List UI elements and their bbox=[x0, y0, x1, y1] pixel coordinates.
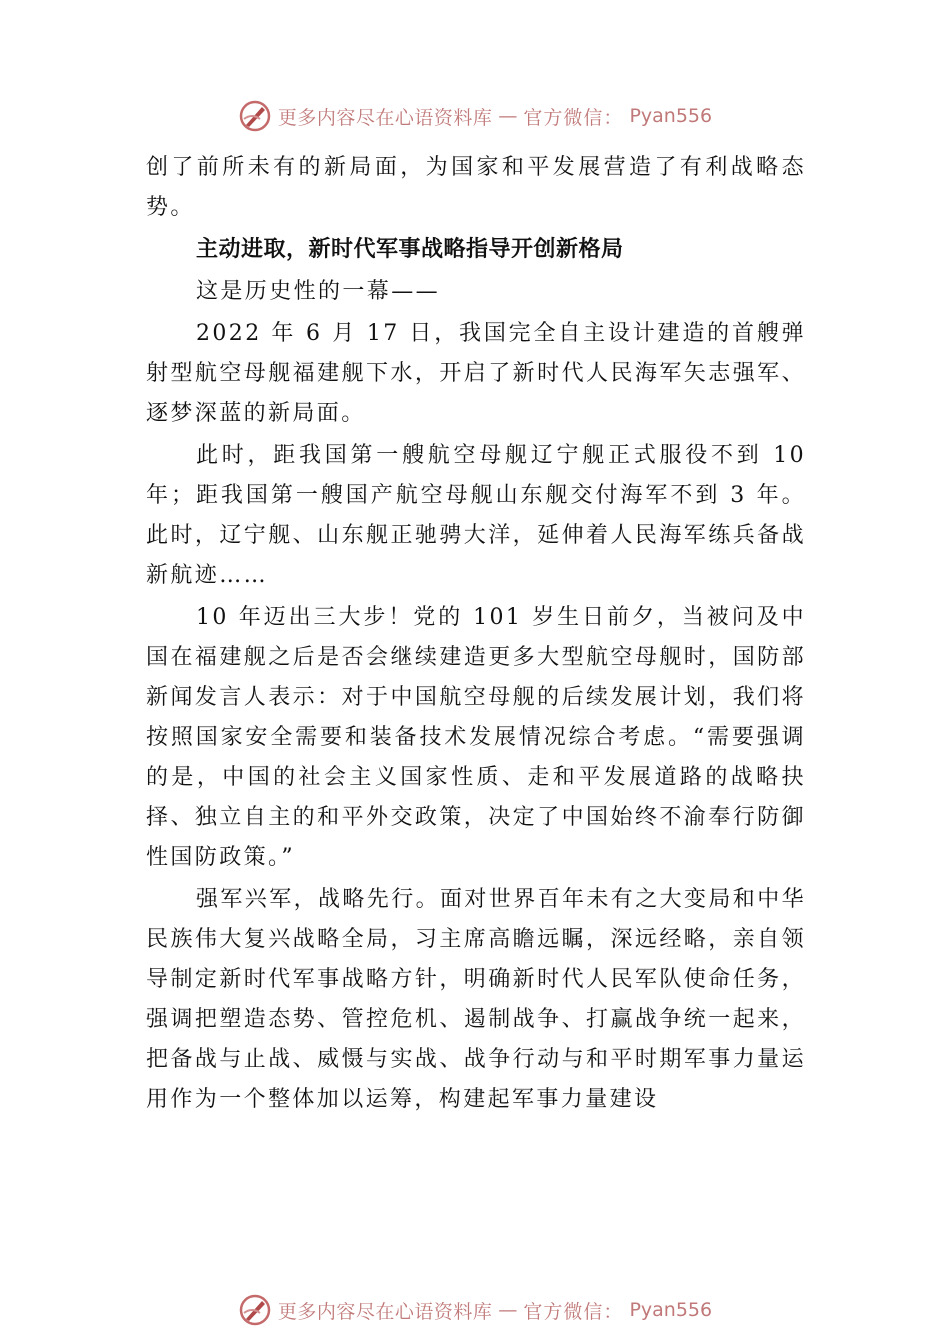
header-watermark bbox=[0, 96, 950, 136]
paragraph-2: 2022 年 6 月 17 日，我国完全自主设计建造的首艘弹射型航空母舰福建舰下水，开启了新时代人民海军矢志强军、 逐梦深蓝的新局面。 bbox=[146, 321, 806, 426]
paragraph-4: 10 年迈出三大步！党的 101 岁生日前夕，当被问及中国在福建舰之后是否会继续建造更多大型航空母舰时，国防部新闻发言人表示：对于中国航空母舰的后续发展计划，我们将按照国家安全需要和装备技术发展情况综合考虑。“需要强调的是，中国的社会主义国家性质、走和平发展道路的战略抉择、独立自主的和平外交政策，决定了中国始终不渝奉行防御性国防政策。” bbox=[146, 605, 806, 870]
brush-logo-icon bbox=[238, 99, 272, 133]
paragraph-continuation: 创了前所未有的新局面，为国家和平发展营造了有利战略态势。 bbox=[146, 155, 806, 220]
watermark-text: 更多内容尽在心语资料库 bbox=[277, 1300, 493, 1323]
watermark-wechat-id: Pyan556 bbox=[629, 1299, 713, 1321]
watermark-text: 更多内容尽在心语资料库 bbox=[277, 106, 493, 129]
watermark-separator: — bbox=[498, 105, 518, 127]
watermark-wechat-id: Pyan556 bbox=[629, 105, 713, 127]
brush-logo-icon bbox=[238, 1293, 272, 1327]
watermark-label: 官方微信： bbox=[523, 106, 624, 129]
paragraph-1: 这是历史性的一幕—— bbox=[196, 279, 441, 304]
watermark-label: 官方微信： bbox=[523, 1300, 624, 1323]
footer-watermark bbox=[0, 1290, 950, 1330]
paragraph-5: 强军兴军，战略先行。面对世界百年未有之大变局和中华民族伟大复兴战略全局，习主席高瞻远瞩，深远经略，亲自领导制定新时代军事战略方针，明确新时代人民军队使命任务，强调把塑造态势、管控危机、遏制战争、打赢战争统一起来，把备战与止战、威慑与实战、战争行动与和平时期军事力量运用作为一个整体加以运筹，构建起军事力量建设 bbox=[146, 887, 807, 1112]
article-body bbox=[146, 148, 806, 1122]
section-heading: 主动进取，新时代军事战略指导开创新格局 bbox=[196, 237, 624, 262]
paragraph-3: 此时，距我国第一艘航空母舰辽宁舰正式服役不到 10 年；距我国第一艘国产航空母舰山东舰交付海军不到 3 年。此时，辽宁舰、山东舰正驰骋大洋，延伸着人民海军练兵备战新航迹…… bbox=[146, 443, 806, 588]
watermark-separator: — bbox=[498, 1299, 518, 1321]
